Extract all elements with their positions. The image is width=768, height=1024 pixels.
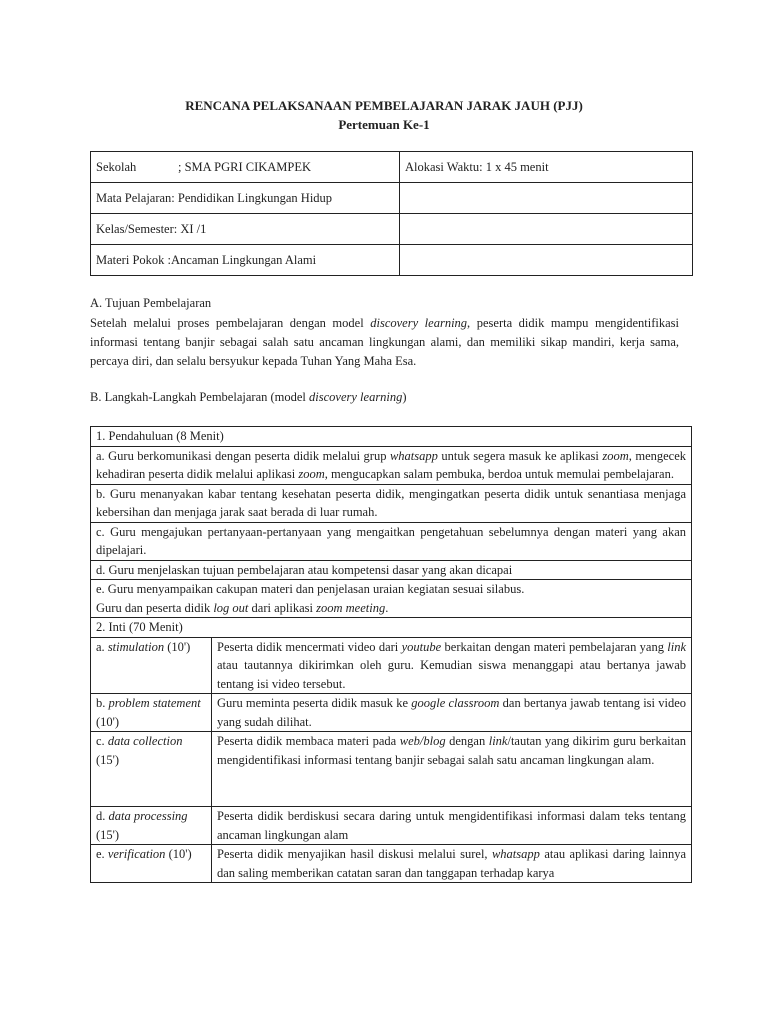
section-b-heading-italic: discovery learning bbox=[309, 390, 403, 404]
table-row bbox=[91, 637, 692, 694]
text-part: , mengucapkan salam pembuka, berdoa untuk memulai pembelajaran. bbox=[324, 467, 674, 481]
section-a-heading: A. Tujuan Pembelajaran bbox=[90, 296, 212, 310]
text-part: e. bbox=[96, 847, 105, 861]
table-row bbox=[91, 618, 692, 638]
text-part: berkaitan dengan materi pembelajaran yang bbox=[444, 639, 664, 654]
text-part: dari aplikasi bbox=[251, 600, 313, 615]
step-e-cell bbox=[91, 580, 692, 618]
text-part: (15') bbox=[96, 827, 120, 842]
text-part: b. bbox=[96, 696, 106, 710]
empty-cell bbox=[400, 183, 693, 214]
sekolah-cell bbox=[91, 152, 400, 183]
section-a-text-part: , peserta didik mampu mengidentifikasi informasi tentang banjir sebagai salah satu ancaman lingkungan alami, dan memiliki sikap mandiri, kerja sama, percaya diri, dan selalu bersyukur kepada Tuhan Yang Maha Esa. bbox=[90, 316, 679, 368]
section-b-heading-part: B. Langkah-Langkah Pembelajaran (model bbox=[90, 390, 306, 404]
stimulation-label bbox=[91, 637, 212, 694]
italic-term: zoom meeting bbox=[316, 600, 386, 615]
text-part: (10') bbox=[168, 847, 192, 861]
text-part: untuk segera masuk ke aplikasi bbox=[441, 448, 599, 463]
text-part: . bbox=[385, 600, 389, 615]
table-row bbox=[91, 807, 692, 845]
table-row bbox=[91, 580, 692, 618]
kelas-cell: Kelas/Semester: XI /1 bbox=[91, 214, 400, 245]
text-part: dengan bbox=[449, 734, 486, 748]
table-row bbox=[91, 245, 693, 276]
table-row bbox=[91, 214, 693, 245]
pendahuluan-header: 1. Pendahuluan (8 Menit) bbox=[91, 427, 692, 447]
text-part: /tautan yang dikirim guru berkaitan mengidentifikasi informasi tentang banjir sebagai salah satu ancaman lingkungan alam. bbox=[217, 734, 687, 767]
table-row bbox=[91, 152, 693, 183]
text-part: e. Guru menyampaikan cakupan materi dan penjelasan uraian kegiatan sesuai silabus. bbox=[96, 582, 525, 596]
table-row bbox=[91, 732, 692, 807]
italic-term: log out bbox=[213, 600, 249, 615]
section-a-italic: discovery learning bbox=[370, 316, 468, 330]
processing-label bbox=[91, 807, 212, 845]
collection-label bbox=[91, 732, 212, 807]
text-part: atau aplikasi daring lainnya dan saling memberikan catatan saran dan tanggapan terhadap karya bbox=[217, 847, 686, 880]
text-part: dan bertanya jawab tentang isi video yang sudah dilihat. bbox=[217, 696, 687, 729]
inti-header: 2. Inti (70 Menit) bbox=[91, 618, 692, 638]
italic-term: zoom bbox=[602, 448, 629, 463]
text-part: Peserta didik menyajikan hasil diskusi melalui surel, bbox=[217, 847, 488, 861]
table-row bbox=[91, 427, 692, 447]
text-part: Guru dan peserta didik bbox=[96, 600, 211, 615]
text-part: Guru meminta peserta didik masuk ke bbox=[217, 696, 409, 710]
italic-term: link bbox=[667, 639, 687, 654]
sekolah-value: ; SMA PGRI CIKAMPEK bbox=[178, 159, 312, 174]
problem-text bbox=[212, 694, 692, 732]
table-row bbox=[91, 694, 692, 732]
text-part: , mengecek kehadiran peserta didik melalui aplikasi bbox=[96, 448, 687, 481]
section-a-text-part: Setelah melalui proses pembelajaran dengan model bbox=[90, 316, 364, 330]
text-part: d. bbox=[96, 809, 106, 823]
table-row bbox=[91, 522, 692, 560]
document-subtitle: Pertemuan Ke-1 bbox=[338, 117, 430, 132]
section-a-text bbox=[90, 314, 679, 371]
problem-label bbox=[91, 694, 212, 732]
stimulation-text bbox=[212, 637, 692, 694]
italic-term: data processing bbox=[108, 809, 188, 823]
text-part: a. bbox=[96, 639, 105, 654]
italic-term: problem statement bbox=[108, 696, 201, 710]
verification-label bbox=[91, 845, 212, 883]
step-d-cell: d. Guru menjelaskan tujuan pembelajaran atau kompetensi dasar yang akan dicapai bbox=[91, 560, 692, 580]
text-part: Peserta didik membaca materi pada bbox=[217, 734, 397, 748]
materi-cell: Materi Pokok :Ancaman Lingkungan Alami bbox=[91, 245, 400, 276]
identity-table bbox=[90, 151, 693, 276]
italic-term: verification bbox=[107, 847, 166, 861]
italic-term: whatsapp bbox=[389, 448, 438, 463]
step-b-cell: b. Guru menanyakan kabar tentang kesehatan peserta didik, mengingatkan peserta didik untuk senantiasa menjaga kebersihan dan menjaga jarak saat berada di luar rumah. bbox=[91, 484, 692, 522]
table-row bbox=[91, 845, 692, 883]
alokasi-cell: Alokasi Waktu: 1 x 45 menit bbox=[400, 152, 693, 183]
text-part: Peserta didik mencermati video dari bbox=[217, 639, 399, 654]
step-c-cell: c. Guru mengajukan pertanyaan-pertanyaan yang mengaitkan pengetahuan sebelumnya dengan materi yang akan dipelajari. bbox=[91, 522, 692, 560]
text-part: atau tautannya dikirimkan oleh guru. Kemudian siswa menanggapi atau bertanya jawab tentang isi video tersebut. bbox=[217, 658, 686, 691]
text-part: c. bbox=[96, 734, 105, 748]
table-row bbox=[91, 484, 692, 522]
italic-term: whatsapp bbox=[491, 847, 540, 861]
italic-term: link bbox=[488, 734, 508, 748]
empty-cell bbox=[400, 214, 693, 245]
text-part: (10') bbox=[167, 639, 191, 654]
steps-table bbox=[90, 426, 692, 883]
mapel-cell: Mata Pelajaran: Pendidikan Lingkungan Hidup bbox=[91, 183, 400, 214]
verification-text bbox=[212, 845, 692, 883]
table-row bbox=[91, 183, 693, 214]
sekolah-label: Sekolah bbox=[96, 159, 137, 174]
table-row bbox=[91, 560, 692, 580]
section-b-heading bbox=[90, 388, 407, 407]
document-title: RENCANA PELAKSANAAN PEMBELAJARAN JARAK JAUH (PJJ) bbox=[185, 98, 583, 113]
italic-term: youtube bbox=[401, 639, 442, 654]
processing-text: Peserta didik berdiskusi secara daring untuk mengidentifikasi informasi dalam teks tentang ancaman lingkungan alam bbox=[212, 807, 692, 845]
text-part: (15') bbox=[96, 752, 120, 767]
italic-term: zoom bbox=[298, 467, 325, 481]
italic-term: web/blog bbox=[399, 734, 446, 748]
text-part: (10') bbox=[96, 714, 120, 729]
italic-term: data collection bbox=[107, 734, 183, 748]
empty-cell bbox=[400, 245, 693, 276]
text-part: a. Guru berkomunikasi dengan peserta didik melalui grup bbox=[96, 448, 387, 463]
italic-term: google classroom bbox=[411, 696, 500, 710]
collection-text bbox=[212, 732, 692, 807]
section-b-heading-part: ) bbox=[402, 390, 407, 404]
step-a-cell bbox=[91, 446, 692, 484]
table-row bbox=[91, 446, 692, 484]
italic-term: stimulation bbox=[107, 639, 165, 654]
